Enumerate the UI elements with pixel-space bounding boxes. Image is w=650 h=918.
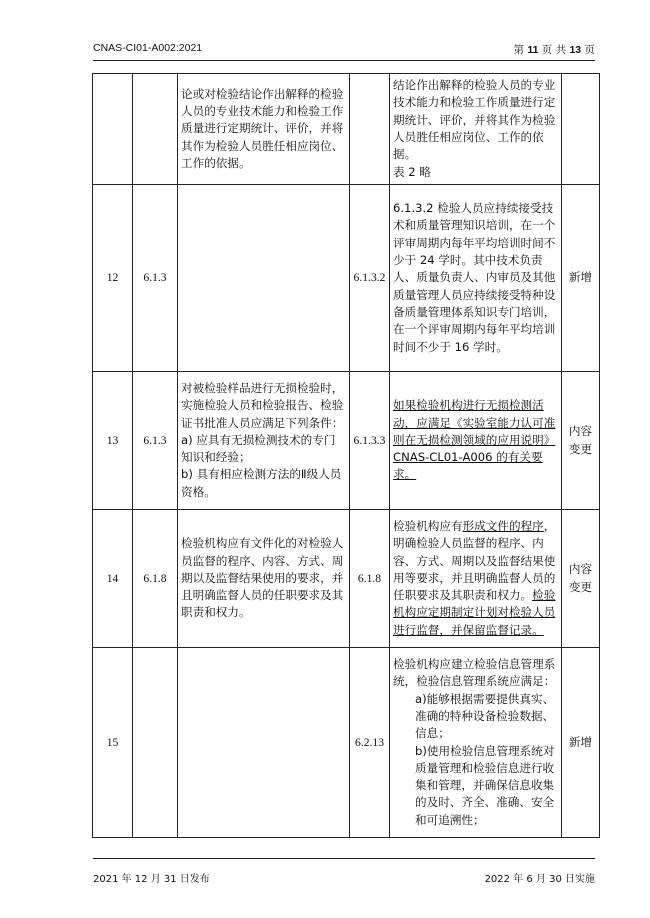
new-clause: 6.1.3.3: [350, 372, 390, 510]
change-type: 内容变更: [562, 510, 600, 648]
table-row: [93, 510, 600, 648]
old-clause: 6.1.3: [133, 185, 178, 372]
page-total: 13: [569, 44, 582, 56]
old-clause: 6.1.8: [133, 510, 178, 648]
header-rule: [93, 60, 595, 61]
footer-rule: [93, 858, 595, 859]
new-text: 6.1.3.2 检验人员应持续接受技术和质量管理知识培训，在一个评审周期内每年平均培训时间不少于 24 学时。其中技术负责人、质量负责人、内审员及其他质量管理人员应持续接受特种设备质量管理体系知识专门培训，在一个评审周期内每年平均培训时间不少于 16 学时。: [390, 185, 562, 372]
table-note: 表 2 略: [393, 164, 431, 179]
effective-date: 2022 年 6 月 30 日实施: [484, 874, 595, 885]
old-clause: 6.1.3: [133, 372, 178, 510]
row-number: 15: [93, 648, 133, 838]
comparison-table: [92, 73, 600, 838]
page-indicator: 第 11 页 共 13 页: [513, 44, 595, 56]
table-row: [93, 372, 600, 510]
old-clause: [133, 648, 178, 838]
row-number: 13: [93, 372, 133, 510]
table-row: [93, 185, 600, 372]
new-text: 检验机构应建立检验信息管理系统，检验信息管理系统应满足： a)能够根据需要提供真实、准确的特种设备检验数据、信息； b)使用检验信息管理系统对质量管理和检验信息进行收集和管理，并确保信息收集的及时、齐全、准确、安全和可追溯性；: [390, 648, 562, 838]
old-clause: [133, 74, 178, 185]
change-type: 新增: [562, 185, 600, 372]
row-number: 14: [93, 510, 133, 648]
change-type: [562, 74, 600, 185]
old-text: [178, 648, 350, 838]
new-clause: 6.2.13: [350, 648, 390, 838]
row-number: 12: [93, 185, 133, 372]
new-clause: 6.1.8: [350, 510, 390, 648]
page-number: 11: [527, 44, 539, 56]
old-text: 论或对检验结论作出解释的检验人员的专业技术能力和检验工作质量进行定期统计、评价，并将其作为检验人员胜任相应岗位、工作的依据。: [178, 74, 350, 185]
new-clause: 6.1.3.2: [350, 185, 390, 372]
page-header: [93, 40, 595, 58]
issue-date: 2021 年 12 月 31 日发布: [93, 874, 210, 885]
old-text: 对被检验样品进行无损检验时，实施检验人员和检验报告、检验证书批准人员应满足下列条件： a) 应具有无损检测技术的专门知识和经验； b) 具有相应检测方法的Ⅱ级人员资格。: [178, 372, 350, 510]
table-row: [93, 648, 600, 838]
new-clause: [350, 74, 390, 185]
old-item-a: a) 应具有无损检测技术的专门知识和经验；: [181, 432, 336, 465]
document-code: CNAS-CI01-A002:2021: [93, 42, 203, 54]
old-text: [178, 185, 350, 372]
row-number: [93, 74, 133, 185]
new-text: 检验机构应有形成文件的程序，明确检验人员监督的程序、内容、方式、周期以及监督结果使用等要求，并且明确监督人员的任职要求及其职责和权力。检验机构应定期制定计划对检验人员进行监督，并保留监督记录。: [390, 510, 562, 648]
new-item-a: a)能够根据需要提供真实、准确的特种设备检验数据、信息；: [415, 691, 555, 741]
old-text: 检验机构应有文件化的对检验人员监督的程序、内容、方式、周期以及监督结果使用的要求，并且明确监督人员的任职要求及其职责和权力。: [178, 510, 350, 648]
new-text: 结论作出解释的检验人员的专业技术能力和检验工作质量进行定期统计、评价，并将其作为检验人员胜任相应岗位、工作的依据。 表 2 略: [390, 74, 562, 185]
change-type: 新增: [562, 648, 600, 838]
table-row: [93, 74, 600, 185]
new-text: 如果检验机构进行无损检测活动，应满足《实验室能力认可准则在无损检测领域的应用说明》CNAS-CL01-A006 的有关要求。: [390, 372, 562, 510]
new-item-b: b)使用检验信息管理系统对质量管理和检验信息进行收集和管理，并确保信息收集的及时、齐全、准确、安全和可追溯性；: [415, 743, 555, 827]
old-item-b: b) 具有相应检测方法的Ⅱ级人员资格。: [181, 467, 342, 499]
change-type: 内容变更: [562, 372, 600, 510]
